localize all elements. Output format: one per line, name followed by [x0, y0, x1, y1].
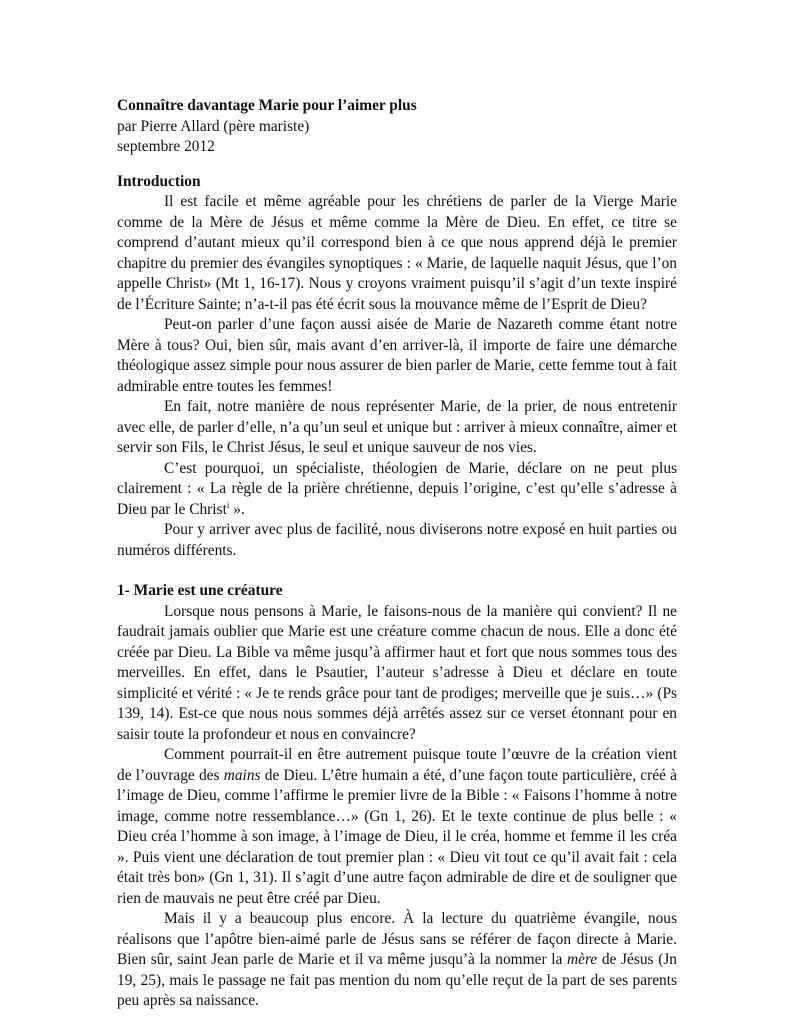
spacer — [117, 561, 677, 581]
paragraph-text: Mais il y a beaucoup plus encore. À la lecture du quatrième évangile, nous réalisons que l’apôtre bien-aimé parle de Jésus sans se référer de façon directe à Marie. Bien sûr, saint Jean parle de Marie et il va même jusqu’à la nommer la — [117, 910, 677, 968]
section-1-paragraph-3 — [117, 909, 677, 1012]
paragraph-text: de Jésus (Jn 19, 25), mais le passage ne fait pas mention du nom qu’elle reçut de la part de ses parents peu après sa naissance. — [117, 951, 678, 1009]
introduction-paragraph-3: En fait, notre manière de nous représenter Marie, de la prier, de nous entretenir avec elle, de parler d’elle, n’a qu’un seul et unique but : arriver à mieux connaître, aimer et servir son Fils, le Christ Jésus, le seul et unique sauveur de nos vies. — [117, 398, 677, 456]
paragraph-text: ». — [229, 500, 245, 518]
section-1-paragraph-2 — [117, 745, 677, 909]
introduction-heading: Introduction — [117, 172, 201, 190]
document-page — [117, 96, 677, 1012]
section-1-paragraph-1: Lorsque nous pensons à Marie, le faisons-nous de la manière qui convient? Il ne faudrait jamais oublier que Marie est une créature comme chacun de nous. Elle a donc été créée par Dieu. La Bible va même jusqu’à affirmer haut et fort que nous sommes tous des merveilles. En effet, dans le Psautier, l’auteur s’adresse à Dieu et déclare en toute simplicité et vérité : « Je te rends grâce pour tant de prodiges; merveille que je suis…» (Ps 139, 14). Est-ce que nous nous sommes déjà arrêtés assez sur ce verset étonnant pour en saisir toute la profondeur et nous en convaincre? — [117, 602, 677, 743]
introduction-paragraph-2: Peut-on parler d’une façon aussi aisée de Marie de Nazareth comme étant notre Mère à tous? Oui, bien sûr, mais avant d’en arriver-là, il importe de faire une démarche théologique assez simple pour nous assurer de bien parler de Marie, cette femme tout à fait admirable entre toutes les femmes! — [117, 316, 677, 395]
document-title: Connaître davantage Marie pour l’aimer plus — [117, 97, 417, 114]
footnote-reference[interactable]: i — [226, 499, 230, 510]
introduction-paragraph-5: Pour y arriver avec plus de facilité, nous diviserons notre exposé en huit parties ou numéros différents. — [117, 521, 677, 559]
emphasis-text: mère — [567, 951, 598, 968]
date-line: septembre 2012 — [117, 138, 215, 155]
paragraph-text: de Dieu. L’être humain a été, d’une façon toute particulière, créé à l’image de Dieu, comme l’affirme le premier livre de la Bible : « Faisons l’homme à notre image, comme notre ressemblance…» (Gn 1, 26). Et le texte continue de plus belle : « Dieu créa l’homme à son image, à l’image de Dieu, il le créa, homme et femme il les créa ». Puis vient une déclaration de tout premier plan : « Dieu vit tout ce qu’il avait fait : cela était très bon» (Gn 1, 31). Il s’agit d’une autre façon admirable de dire et de souligner que rien de mauvais ne peut être créé par Dieu. — [117, 766, 677, 907]
section-1-heading: 1- Marie est une créature — [117, 582, 283, 599]
spacer — [117, 158, 677, 172]
emphasis-text: mains — [223, 766, 261, 784]
author-line: par Pierre Allard (père mariste) — [117, 117, 310, 135]
paragraph-text: Comment pourrait-il en être autrement puisque toute l’œuvre de la création vient de l’ouvrage des — [117, 746, 677, 784]
paragraph-text: C’est pourquoi, un spécialiste, théologien de Marie, déclare on ne peut plus clairement : « La règle de la prière chrétienne, depuis l’origine, c’est qu’elle s’adresse à Dieu par le Christ — [117, 459, 677, 518]
introduction-paragraph-1: Il est facile et même agréable pour les chrétiens de parler de la Vierge Marie comme de la Mère de Jésus et même comme la Mère de Dieu. En effet, ce titre se comprend d’autant mieux qu’il correspond bien à ce que nous apprend déjà le premier chapitre du premier des évangiles synoptiques : « Marie, de laquelle naquit Jésus, que l’on appelle Christ» (Mt 1, 16-17). Nous y croyons vraiment puisqu’il s’agit d’un texte inspiré de l’Écriture Sainte; n’a-t-il pas été écrit sous la mouvance même de l’Esprit de Dieu? — [117, 193, 677, 313]
introduction-paragraph-4 — [117, 459, 677, 521]
